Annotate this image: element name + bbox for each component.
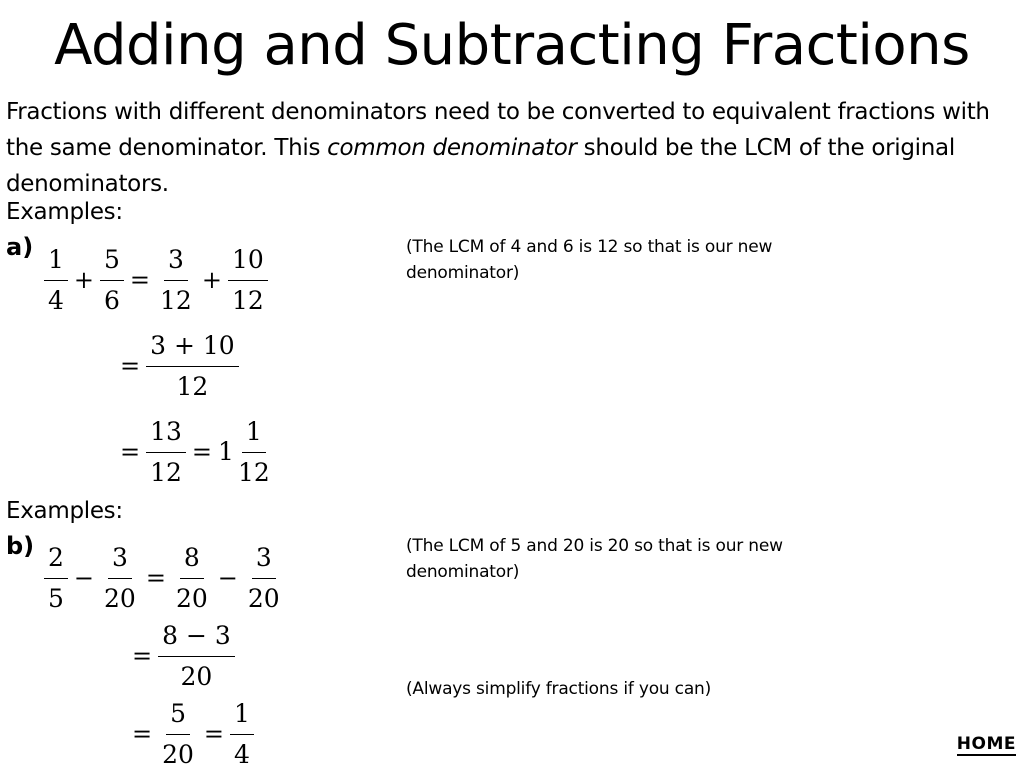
numerator: 13 [146,416,186,453]
example-a-line-3 [116,410,276,494]
fraction [158,698,198,768]
fraction [228,244,268,317]
numerator: 3 [108,542,132,579]
denominator: 4 [48,285,64,315]
whole-number: 1 [218,437,234,466]
intro-text-part1: Fractions with different denominators need to be converted to equivalent fractions with the same denominator. This [6,99,990,161]
intro-paragraph [6,94,1021,202]
denominator: 4 [234,739,250,768]
example-a-marker: a) [6,233,34,261]
fraction [100,244,124,317]
minus-sign: − [73,564,95,592]
equals-sign: = [191,438,213,466]
fraction [158,620,235,693]
examples-heading-b: Examples: [6,498,123,524]
example-b-line-2 [128,614,237,698]
numerator: 3 [164,244,188,281]
intro-text-part2: should be the LCM of the original denominators. [6,135,955,197]
fraction [172,542,212,615]
denominator: 20 [175,583,208,613]
numerator: 1 [242,416,266,453]
example-b-lcm-note: (The LCM of 5 and 20 is 20 so that is our new denominator) [406,536,783,582]
denominator: 12 [160,285,192,315]
equals-sign: = [132,642,153,670]
numerator: 10 [228,244,268,281]
equals-sign: = [145,564,166,592]
numerator: 2 [44,542,68,579]
equals-sign: = [120,352,141,380]
numerator: 3 [252,542,276,579]
numerator: 3 + 10 [146,330,239,367]
fraction [146,330,239,403]
plus-sign: + [73,266,95,294]
fraction [156,244,196,317]
equals-sign: = [203,720,225,748]
denominator: 20 [162,739,194,768]
fraction [244,542,284,615]
example-b-marker: b) [6,532,35,560]
fraction [230,698,254,768]
numerator: 5 [166,698,190,735]
denominator: 12 [176,371,209,401]
home-link[interactable]: HOME [956,734,1016,754]
intro-emphasis: common denominator [327,135,577,161]
numerator: 8 − 3 [158,620,235,657]
examples-heading-a: Examples: [6,199,123,225]
denominator: 12 [231,285,264,315]
example-b-line-3 [128,692,256,768]
denominator: 12 [150,457,182,487]
simplify-note: (Always simplify fractions if you can) [406,679,712,699]
denominator: 20 [247,583,280,613]
denominator: 6 [104,285,120,315]
numerator: 5 [100,244,124,281]
denominator: 5 [48,583,64,613]
numerator: 1 [230,698,254,735]
example-b-line-1 [42,536,286,620]
example-a-line-2 [116,324,241,408]
denominator: 12 [237,457,270,487]
denominator: 20 [104,583,136,613]
fraction [146,416,186,489]
page-title: Adding and Subtracting Fractions [54,13,970,78]
denominator: 20 [180,661,213,691]
example-a-line-1 [42,238,270,322]
fraction [234,416,274,489]
example-a-lcm-note: (The LCM of 4 and 6 is 12 so that is our new denominator) [406,237,773,283]
equals-sign: = [120,438,141,466]
plus-sign: + [201,266,222,294]
numerator: 1 [44,244,68,281]
fraction [44,244,68,317]
minus-sign: − [217,564,238,592]
equals-sign: = [132,720,153,748]
fraction [100,542,140,615]
numerator: 8 [180,542,204,579]
fraction [44,542,68,615]
equals-sign: = [129,266,151,294]
